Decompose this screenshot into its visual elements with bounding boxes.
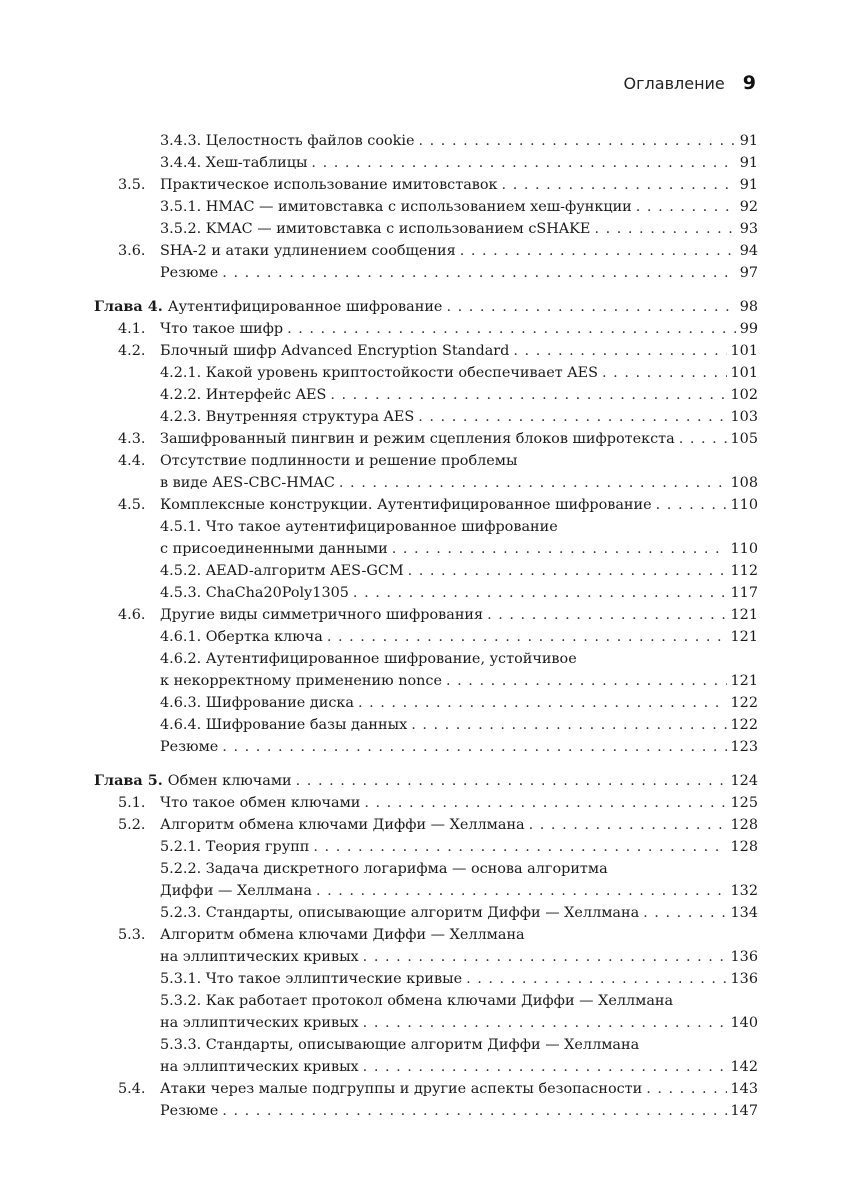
- toc-entry[interactable]: [94, 450, 758, 472]
- toc-leader-dots: [529, 814, 727, 836]
- toc-leader-dots: [363, 1012, 727, 1034]
- toc-entry-title: Блочный шифр Advanced Encryption Standard: [160, 343, 510, 359]
- toc-entry[interactable]: [94, 1078, 758, 1100]
- toc-entry-title: Алгоритм обмена ключами Диффи — Хеллмана: [160, 927, 525, 943]
- toc-entry[interactable]: [94, 152, 758, 174]
- toc-entry-number: 3.5.: [118, 177, 146, 193]
- toc-entry-title: 5.3.3. Стандарты, описывающие алгоритм Диффи — Хеллмана: [160, 1037, 640, 1053]
- toc-entry[interactable]: [94, 1034, 758, 1056]
- toc-entry[interactable]: [94, 538, 758, 560]
- toc-entry-title: 5.2.2. Задача дискретного логарифма — основа алгоритма: [160, 861, 608, 877]
- toc-entry-title: 3.4.4. Хеш-таблицы: [160, 155, 308, 171]
- toc-leader-dots: [358, 692, 727, 714]
- toc-entry-title: Обмен ключами: [167, 773, 292, 789]
- toc-entry-page: 92: [739, 199, 758, 215]
- toc-entry-title: 5.3.1. Что такое эллиптические кривые: [160, 971, 463, 987]
- toc-entry-page: 103: [730, 409, 758, 425]
- toc-entry[interactable]: [94, 770, 758, 792]
- toc-entry[interactable]: [94, 990, 758, 1012]
- toc-leader-dots: [636, 196, 736, 218]
- toc-leader-dots: [392, 538, 727, 560]
- toc-entry-title: Что такое обмен ключами: [160, 795, 361, 811]
- toc-entry-page: 105: [730, 431, 758, 447]
- toc-entry[interactable]: [94, 262, 758, 284]
- toc-leader-dots: [460, 240, 736, 262]
- toc-leader-dots: [327, 626, 727, 648]
- toc-entry-page: 123: [730, 739, 758, 755]
- toc-entry-number: Глава 4.: [94, 298, 163, 315]
- toc-entry[interactable]: [94, 626, 758, 648]
- toc-leader-dots: [311, 152, 735, 174]
- toc-entry-page: 112: [730, 563, 758, 579]
- toc-leader-dots: [364, 792, 726, 814]
- toc-entry[interactable]: [94, 648, 758, 670]
- toc-leader-dots: [296, 770, 727, 792]
- toc-entry-page: 97: [739, 265, 758, 281]
- toc-entry-title: 4.6.4. Шифрование базы данных: [160, 717, 408, 733]
- toc-leader-dots: [419, 130, 736, 152]
- toc-entry-page: 136: [730, 971, 758, 987]
- toc-entry-page: 101: [730, 343, 758, 359]
- toc-leader-dots: [466, 968, 726, 990]
- toc-entry-title: 5.2.3. Стандарты, описывающие алгоритм Диффи — Хеллмана: [160, 905, 640, 921]
- toc-entry-title: Аутентифицированное шифрование: [167, 299, 443, 315]
- toc-entry-title: 4.2.1. Какой уровень криптостойкости обеспечивает AES: [160, 365, 599, 381]
- toc-entry-title: Резюме: [160, 1103, 219, 1119]
- toc-leader-dots: [353, 582, 727, 604]
- toc-leader-dots: [339, 472, 727, 494]
- running-title: Оглавление: [623, 74, 725, 93]
- toc-entry-page: 91: [739, 177, 758, 193]
- toc-leader-dots: [330, 384, 726, 406]
- toc-entry-title: в виде AES-CBC-HMAC: [160, 475, 335, 491]
- toc-entry[interactable]: [94, 946, 758, 968]
- toc-entry[interactable]: [94, 240, 758, 262]
- toc-entry-page: 132: [730, 883, 758, 899]
- toc-leader-dots: [411, 714, 726, 736]
- toc-leader-dots: [408, 560, 727, 582]
- toc-entry[interactable]: [94, 968, 758, 990]
- toc-entry[interactable]: [94, 792, 758, 814]
- toc-entry-title: 3.4.3. Целостность файлов cookie: [160, 133, 415, 149]
- toc-entry[interactable]: [94, 604, 758, 626]
- toc-leader-dots: [313, 836, 726, 858]
- toc-entry[interactable]: [94, 1056, 758, 1078]
- toc-entry-page: 134: [730, 905, 758, 921]
- toc-entry[interactable]: [94, 406, 758, 428]
- toc-leader-dots: [594, 218, 735, 240]
- toc-leader-dots: [316, 880, 727, 902]
- toc-leader-dots: [656, 494, 727, 516]
- toc-entry-page: 93: [739, 221, 758, 237]
- toc-entry[interactable]: [94, 296, 758, 318]
- toc-entry-page: 121: [730, 673, 758, 689]
- toc-entry-title: Отсутствие подлинности и решение проблемы: [160, 453, 518, 469]
- toc-leader-dots: [646, 1078, 726, 1100]
- toc-entry[interactable]: [94, 340, 758, 362]
- toc-entry[interactable]: [94, 924, 758, 946]
- toc-entry-title: 3.5.2. KMAC — имитовставка с использованием cSHAKE: [160, 221, 591, 237]
- toc-entry[interactable]: [94, 174, 758, 196]
- toc-entry-page: 136: [730, 949, 758, 965]
- toc-leader-dots: [222, 736, 726, 758]
- toc-leader-dots: [363, 946, 727, 968]
- toc-entry-page: 143: [730, 1081, 758, 1097]
- toc-entry-page: 121: [730, 629, 758, 645]
- toc-entry[interactable]: [94, 1100, 758, 1122]
- toc-leader-dots: [602, 362, 727, 384]
- toc-entry-title: 4.2.2. Интерфейс AES: [160, 387, 327, 403]
- toc-entry-page: 142: [730, 1059, 758, 1075]
- toc-entry-title: Диффи — Хеллмана: [160, 883, 312, 899]
- toc-entry[interactable]: [94, 858, 758, 880]
- toc-entry-page: 91: [739, 133, 758, 149]
- toc-entry-page: 91: [739, 155, 758, 171]
- toc-entry[interactable]: [94, 814, 758, 836]
- toc-leader-dots: [287, 318, 736, 340]
- toc-entry-title: Комплексные конструкции. Аутентифицированное шифрование: [160, 497, 652, 513]
- toc-leader-dots: [363, 1056, 727, 1078]
- toc-entry-page: 94: [739, 243, 758, 259]
- toc-entry-page: 108: [730, 475, 758, 491]
- toc-entry[interactable]: [94, 318, 758, 340]
- toc-entry[interactable]: [94, 472, 758, 494]
- toc-leader-dots: [418, 406, 726, 428]
- toc-entry-title: на эллиптических кривых: [160, 1059, 359, 1075]
- toc-entry[interactable]: [94, 516, 758, 538]
- toc-leader-dots: [222, 262, 735, 284]
- toc-leader-dots: [679, 428, 727, 450]
- toc-entry-title: 4.6.2. Аутентифицированное шифрование, устойчивое: [160, 651, 577, 667]
- toc-entry-title: 4.2.3. Внутренняя структура AES: [160, 409, 415, 425]
- toc-leader-dots: [222, 1100, 726, 1122]
- toc-entry-title: 4.6.3. Шифрование диска: [160, 695, 354, 711]
- toc-entry[interactable]: [94, 1012, 758, 1034]
- toc-entry-page: 110: [730, 541, 758, 557]
- toc-entry[interactable]: [94, 692, 758, 714]
- toc-entry-title: 3.5.1. HMAC — имитовставка с использованием хеш-функции: [160, 199, 632, 215]
- toc-entry-number: 5.3.: [118, 927, 146, 943]
- toc-entry-page: 147: [730, 1103, 758, 1119]
- toc-entry-page: 110: [730, 497, 758, 513]
- toc-entry-number: 5.2.: [118, 817, 146, 833]
- toc-entry-number: 5.1.: [118, 795, 146, 811]
- toc-entry-page: 121: [730, 607, 758, 623]
- chapter-gap: [94, 758, 758, 770]
- toc-entry-page: 122: [730, 695, 758, 711]
- table-of-contents: [94, 130, 758, 1122]
- toc-entry-number: 4.4.: [118, 453, 146, 469]
- toc-entry[interactable]: [94, 714, 758, 736]
- toc-leader-dots: [487, 604, 726, 626]
- toc-entry[interactable]: [94, 384, 758, 406]
- toc-entry[interactable]: [94, 196, 758, 218]
- toc-entry-page: 140: [730, 1015, 758, 1031]
- toc-entry-title: Зашифрованный пингвин и режим сцепления блоков шифротекста: [160, 431, 675, 447]
- toc-entry-title: SHA-2 и атаки удлинением сообщения: [160, 243, 456, 259]
- page-number: 9: [742, 72, 756, 94]
- toc-entry[interactable]: [94, 494, 758, 516]
- toc-leader-dots: [502, 174, 736, 196]
- toc-entry-number: 5.4.: [118, 1081, 146, 1097]
- toc-entry[interactable]: [94, 362, 758, 384]
- toc-entry-title: Алгоритм обмена ключами Диффи — Хеллмана: [160, 817, 525, 833]
- toc-entry-title: 4.5.1. Что такое аутентифицированное шифрование: [160, 519, 558, 535]
- toc-entry-page: 101: [730, 365, 758, 381]
- toc-entry-title: к некорректному применению nonce: [160, 673, 442, 689]
- toc-entry-title: на эллиптических кривых: [160, 949, 359, 965]
- toc-leader-dots: [513, 340, 726, 362]
- toc-entry-page: 128: [730, 839, 758, 855]
- toc-entry[interactable]: [94, 582, 758, 604]
- toc-entry-title: 4.6.1. Обертка ключа: [160, 629, 323, 645]
- toc-leader-dots: [446, 296, 735, 318]
- page-header: [624, 72, 756, 94]
- toc-entry-title: с присоединенными данными: [160, 541, 388, 557]
- toc-leader-dots: [446, 670, 727, 692]
- toc-entry[interactable]: [94, 130, 758, 152]
- toc-entry-title: 4.5.3. ChaCha20Poly1305: [160, 585, 349, 601]
- toc-entry-number: Глава 5.: [94, 772, 163, 789]
- toc-entry-page: 128: [730, 817, 758, 833]
- toc-entry-page: 102: [730, 387, 758, 403]
- chapter-gap: [94, 284, 758, 296]
- toc-leader-dots: [643, 902, 726, 924]
- toc-entry-title: Другие виды симметричного шифрования: [160, 607, 484, 623]
- toc-entry[interactable]: [94, 880, 758, 902]
- toc-entry-number: 4.3.: [118, 431, 146, 447]
- toc-entry[interactable]: [94, 836, 758, 858]
- toc-entry-title: 5.2.1. Теория групп: [160, 839, 310, 855]
- toc-entry-title: Резюме: [160, 739, 219, 755]
- toc-entry-number: 3.6.: [118, 243, 146, 259]
- toc-entry[interactable]: [94, 736, 758, 758]
- toc-entry-page: 122: [730, 717, 758, 733]
- toc-entry-number: 4.2.: [118, 343, 146, 359]
- toc-entry-title: Что такое шифр: [160, 321, 284, 337]
- toc-entry-page: 124: [730, 773, 758, 789]
- toc-entry-page: 98: [739, 299, 758, 315]
- toc-entry[interactable]: [94, 428, 758, 450]
- toc-entry-page: 125: [730, 795, 758, 811]
- toc-entry-title: Атаки через малые подгруппы и другие аспекты безопасности: [160, 1081, 643, 1097]
- toc-entry-title: на эллиптических кривых: [160, 1015, 359, 1031]
- toc-entry[interactable]: [94, 670, 758, 692]
- toc-entry-number: 4.6.: [118, 607, 146, 623]
- toc-entry[interactable]: [94, 902, 758, 924]
- toc-entry[interactable]: [94, 218, 758, 240]
- toc-entry-number: 4.5.: [118, 497, 146, 513]
- toc-entry-title: 5.3.2. Как работает протокол обмена ключами Диффи — Хеллмана: [160, 993, 674, 1009]
- toc-entry-page: 99: [739, 321, 758, 337]
- toc-entry[interactable]: [94, 560, 758, 582]
- toc-entry-page: 117: [730, 585, 758, 601]
- toc-entry-title: Практическое использование имитовставок: [160, 177, 498, 193]
- toc-entry-title: 4.5.2. AEAD-алгоритм AES-GCM: [160, 563, 404, 579]
- toc-entry-number: 4.1.: [118, 321, 146, 337]
- toc-entry-title: Резюме: [160, 265, 219, 281]
